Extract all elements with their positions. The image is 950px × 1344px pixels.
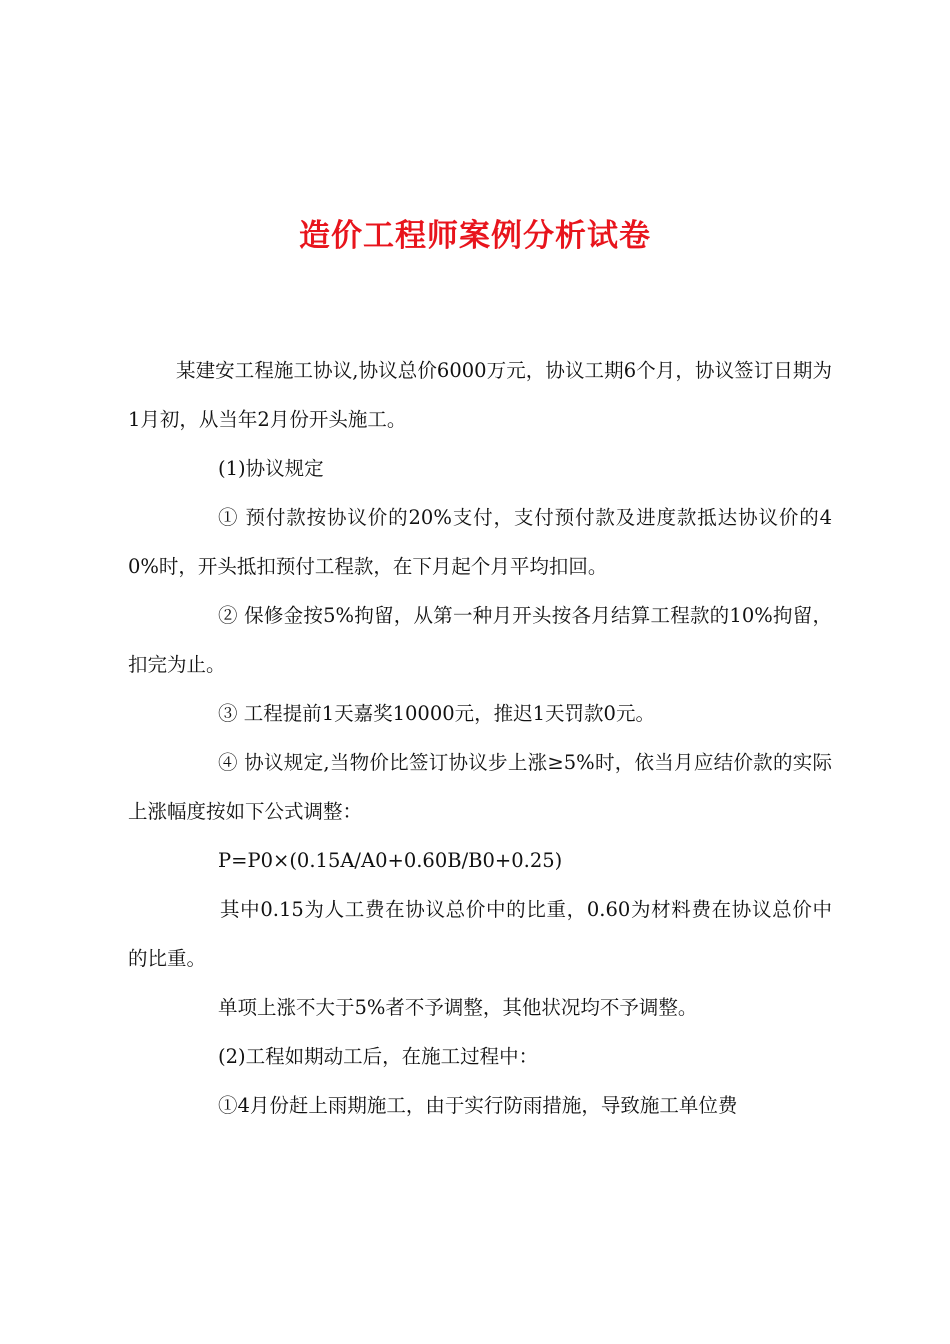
paragraph-item-1-advance-payment: ① 预付款按协议价的20%支付，支付预付款及进度款抵达协议价的40%时，开头抵扣预付工程款，在下月起个月平均扣回。 (128, 506, 832, 578)
paragraph-item-4-price-adjustment: ④ 协议规定,当物价比签订协议步上涨≥5%时，依当月应结价款的实际上涨幅度按如下公式调整： (128, 751, 832, 823)
paragraph-contract-summary: 某建安工程施工协议,协议总价6000万元，协议工期6个月，协议签订日期为1月初，从当年2月份开头施工。 (128, 359, 832, 431)
document-body (128, 346, 832, 1130)
paragraph-formula-explanation: 其中0.15为人工费在协议总价中的比重，0.60为材料费在协议总价中的比重。 (128, 898, 832, 970)
paragraph-section-2-heading: (2)工程如期动工后，在施工过程中： (218, 1045, 539, 1068)
paragraph-item-3-bonus-penalty: ③ 工程提前1天嘉奖10000元，推迟1天罚款0元。 (218, 702, 655, 725)
paragraph-adjustment-note: 单项上涨不大于5%者不予调整，其他状况均不予调整。 (218, 996, 698, 1019)
paragraph-section-2-item-1: ①4月份赶上雨期施工，由于实行防雨措施，导致施工单位费 (218, 1094, 738, 1117)
paragraph-section-1-heading: (1)协议规定 (218, 457, 324, 480)
paragraph-item-2-retention: ② 保修金按5%拘留，从第一种月开头按各月结算工程款的10%拘留，扣完为止。 (128, 604, 832, 676)
paragraph-formula: P=P0×(0.15A/A0+0.60B/B0+0.25) (218, 849, 563, 872)
document-title: 造价工程师案例分析试卷 (299, 218, 651, 254)
